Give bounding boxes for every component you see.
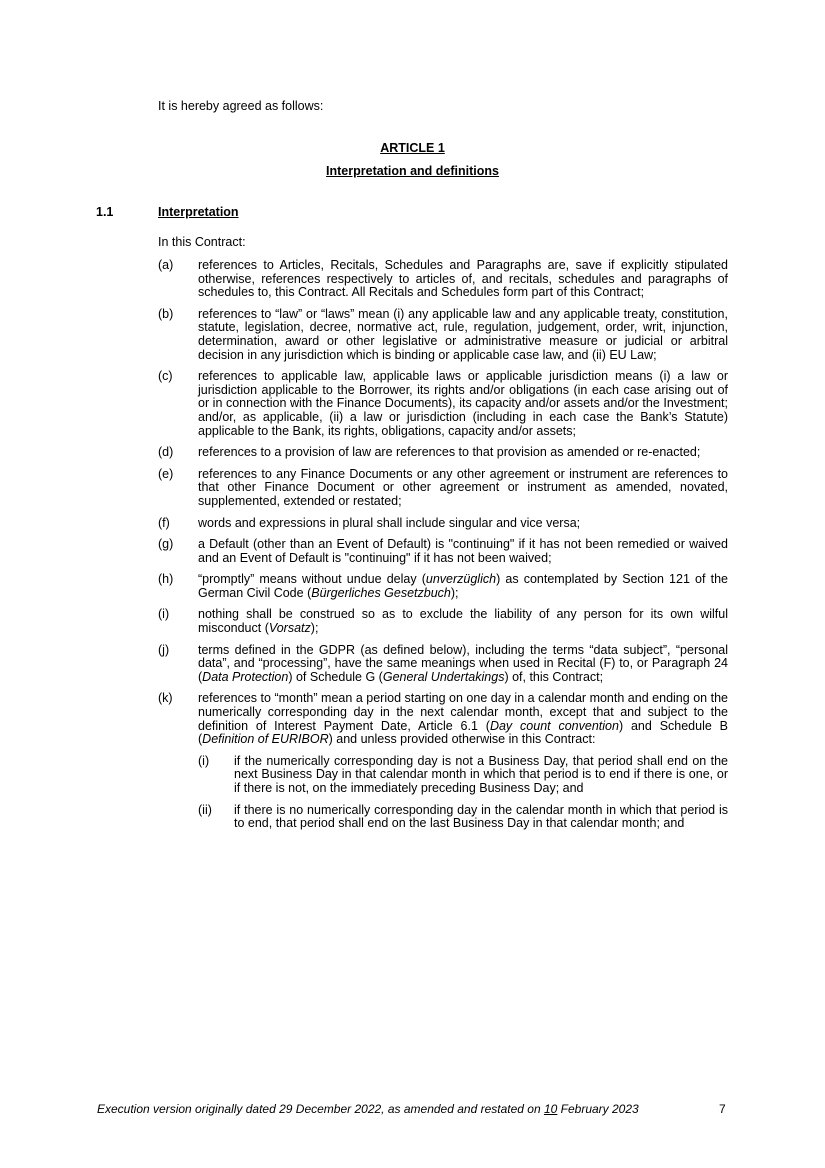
sub-item-text: if there is no numerically corresponding day in the calendar month in which that period is to end, that period shall end on the last Business Day in that calendar month; and <box>234 802 728 831</box>
section-number: 1.1 <box>96 205 114 219</box>
list-item-c <box>158 370 728 438</box>
text-run: terms defined in the GDPR (as defined below), including the terms “data subject”, “personal data”, and “processing”, have the same meanings when used in Recital (F) to, or Paragraph 24 ( <box>198 642 728 684</box>
list-item-b <box>158 308 728 362</box>
item-label: (h) <box>158 572 174 587</box>
item-text: words and expressions in plural shall include singular and vice versa; <box>198 515 581 530</box>
italic-term: Day count convention <box>489 718 619 733</box>
item-text: references to “law” or “laws” mean (i) any applicable law and any applicable treaty, constitution, statute, legislation, decree, normative act, rule, regulation, judgement, order, writ, injunction, determination, award or other legislative or administrative measure or judicial or arbitral decision in any jurisdiction which is binding or applicable case law, and (ii) EU Law; <box>198 306 728 362</box>
item-label: (d) <box>158 445 174 460</box>
text-run: references to “month” mean a period starting on one day in a calendar month and ending on the numerically corresponding day in the next calendar month, except that and subject to the definition of Interest Payment Date, Article 6.1 ( <box>198 691 728 733</box>
footer-underlined-day: 10 <box>543 1102 558 1116</box>
text-run: ) and Schedule B ( <box>198 718 729 747</box>
list-item-d <box>158 446 728 460</box>
item-label: (f) <box>158 515 170 530</box>
list-item-h <box>158 573 728 600</box>
intro-sentence: It is hereby agreed as follows: <box>158 99 324 113</box>
section-lead: In this Contract: <box>158 235 246 249</box>
text-run: ); <box>450 585 459 600</box>
article-title: ARTICLE 1 <box>380 141 445 155</box>
item-label: (k) <box>158 691 173 706</box>
item-text: references to applicable law, applicable laws or applicable jurisdiction means (i) a law or jurisdiction applicable to the Borrower, its rights and/or obligations (in each case arising out of or in connection with the Finance Documents), its capacity and/or assets and/or the Investment; and/or, as applicable, (ii) a law or jurisdiction (including in each case the Bank’s Statute) applicable to the Bank, its rights, obligations, capacity and/or assets; <box>198 369 728 438</box>
item-text <box>198 692 728 746</box>
item-text <box>198 573 728 600</box>
sub-item-text: if the numerically corresponding day is not a Business Day, that period shall end on the next Business Day in that calendar month in which that period is to end if there is one, or if there is not, on the immediately preceding Business Day; and <box>234 753 728 795</box>
page-number: 7 <box>719 1102 726 1116</box>
sub-item-ii <box>198 804 728 831</box>
list-item-k <box>158 692 728 830</box>
italic-term: Bürgerliches Gesetzbuch <box>311 585 451 600</box>
text-run: ) as contemplated by Section 121 of the German Civil Code ( <box>198 572 728 600</box>
section-title: Interpretation <box>158 205 239 219</box>
item-label: (b) <box>158 306 174 321</box>
text-run: ) of, this Contract; <box>504 669 604 684</box>
italic-term: General Undertakings <box>382 669 505 684</box>
sub-item-i <box>198 755 728 796</box>
article-subtitle: Interpretation and definitions <box>326 164 499 178</box>
text-run: ) and unless provided otherwise in this Contract: <box>328 732 596 747</box>
item-text: references to a provision of law are references to that provision as amended or re-enacted; <box>198 445 701 460</box>
sub-item-label: (i) <box>198 753 210 768</box>
text-run: ); <box>310 621 319 636</box>
list-item-a <box>158 259 728 300</box>
list-item-f <box>158 517 728 531</box>
item-label: (c) <box>158 369 173 384</box>
item-label: (e) <box>158 466 174 481</box>
italic-term: Data Protection <box>202 669 289 684</box>
list-item-g <box>158 538 728 565</box>
footer-text <box>97 1102 639 1117</box>
item-text: references to Articles, Recitals, Schedules and Paragraphs are, save if explicitly stipulated otherwise, references respectively to articles of, and recitals, schedules and paragraphs of schedules to, this Contract. All Recitals and Schedules form part of this Contract; <box>198 258 728 300</box>
item-label: (j) <box>158 642 170 657</box>
italic-term: unverzüglich <box>425 572 497 587</box>
text-run: nothing shall be construed so as to exclude the liability of any person for its own wilful misconduct ( <box>198 607 728 636</box>
list-item-j <box>158 644 728 685</box>
item-label: (i) <box>158 607 170 622</box>
footer-text-run: Execution version originally dated 29 December 2022, as amended and restated on <box>97 1102 544 1116</box>
item-label: (g) <box>158 537 174 552</box>
item-label: (a) <box>158 258 174 272</box>
italic-term: Vorsatz <box>268 621 311 636</box>
text-run: “promptly” means without undue delay ( <box>198 572 426 587</box>
italic-term: Definition of EURIBOR <box>202 732 329 747</box>
item-text: a Default (other than an Event of Default) is "continuing" if it has not been remedied or waived and an Event of Default is "continuing" if it has not been waived; <box>198 537 728 565</box>
text-run: ) of Schedule G ( <box>288 669 383 684</box>
definitions-list <box>158 259 728 839</box>
item-text: references to any Finance Documents or any other agreement or instrument are references to that other Finance Document or other agreement or instrument as amended, novated, supplemented, extended or restated; <box>198 466 728 508</box>
list-item-e <box>158 468 728 509</box>
footer-text-run: February 2023 <box>557 1102 639 1116</box>
list-item-i <box>158 608 728 635</box>
item-text <box>198 608 728 635</box>
sub-item-label: (ii) <box>198 802 212 817</box>
item-text <box>198 644 728 685</box>
